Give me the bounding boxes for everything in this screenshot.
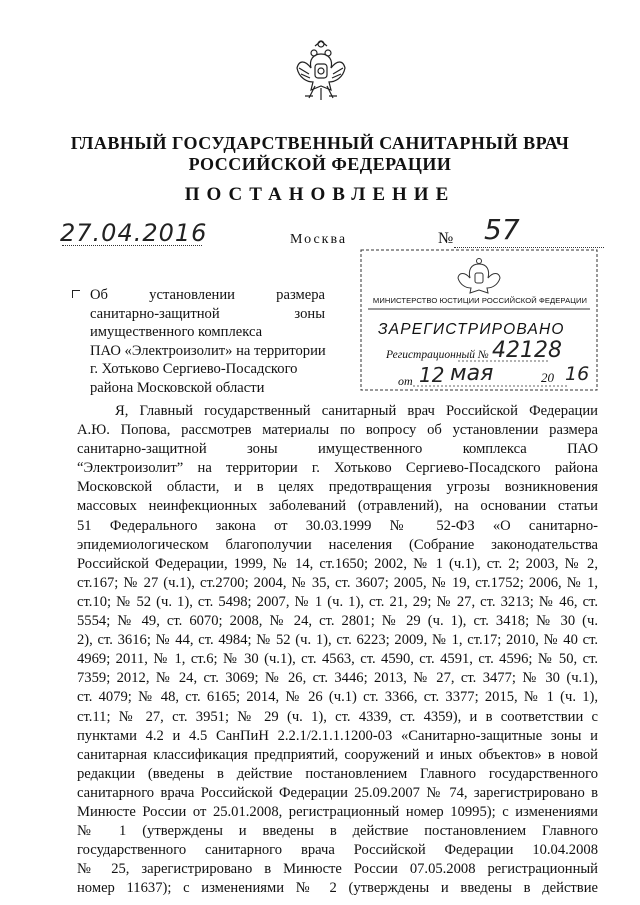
body-line: Минюсте России от 25.01.2008, регистрационный номер 10995); с изменениями	[77, 803, 598, 820]
stamp-date-month: мая	[450, 361, 494, 386]
document-type-heading: ПОСТАНОВЛЕНИЕ	[184, 184, 456, 205]
document-city: Москва	[290, 232, 348, 247]
subject-line: г. Хотьково Сергиево-Посадского	[90, 361, 298, 378]
subject-line: района Московской области	[90, 379, 265, 396]
stamp-date-prefix: от	[398, 374, 413, 388]
issuer-title-line-2: РОССИЙСКОЙ ФЕДЕРАЦИИ	[188, 154, 452, 174]
date-underline	[62, 245, 202, 246]
document-subject	[90, 286, 325, 398]
subject-line: Об установлении размера	[90, 287, 325, 303]
body-line: Московской области, и в целях предотвращения угрозы возникновения	[77, 479, 598, 496]
body-line: государственного санитарного врача Российской Федерации 10.04.2008	[77, 842, 598, 859]
body-line: санитарная классификация предприятий, сооружений и иных объектов» в новой	[77, 746, 598, 763]
body-line: 5554; № 49, ст. 6070; 2008, № 24, ст. 2801; № 29 (ч. 1), ст. 3418; № 30 (ч.	[77, 613, 598, 630]
stamp-date-year-printed: 20	[541, 370, 554, 385]
body-line: Я, Главный государственный санитарный врач Российской Федерации	[115, 403, 598, 419]
registration-stamp	[358, 245, 600, 393]
coat-of-arms-emblem	[295, 38, 347, 104]
subject-corner-bracket	[72, 290, 80, 298]
body-line: санитарно-защитной зоны имущественного комплекса ПАО	[77, 441, 598, 458]
document-date: 27.04.2016	[60, 219, 208, 247]
issuer-title-line-1: ГЛАВНЫЙ ГОСУДАРСТВЕННЫЙ САНИТАРНЫЙ ВРАЧ	[70, 133, 570, 153]
body-line: “Электроизолит” на территории г. Хотьково Сергиево-Посадского района	[77, 460, 598, 477]
body-line: № 1 (утверждены и введены в действие постановлением Главного	[77, 823, 598, 840]
body-line: 4969; 2011, № 1, ст.6; № 30 (ч.1), ст. 4563, ст. 4590, ст. 4591, ст. 4596; № 50, ст.	[77, 651, 598, 668]
document-body	[77, 402, 598, 898]
body-line: ст.10; № 52 (ч. 1), ст. 5498; 2007, № 1 (ч. 1), ст. 21, 29; № 27, ст. 3213; № 46, ст.	[77, 593, 598, 610]
body-line: ст. 4079; № 48, ст. 6165; 2014, № 26 (ч.1) ст. 3366, ст. 3377; 2015, № 1 (ч. 1),	[77, 689, 598, 706]
stamp-date-year-handwritten: 16	[565, 363, 590, 385]
body-line: ст.167; № 27 (ч.1), ст.2700; 2004, № 35, ст. 3607; 2005, № 19, ст.1752; 2006, № 1,	[77, 574, 598, 591]
body-line: номер 11637); с изменениями № 2 (утверждены и введены в действие	[77, 880, 598, 897]
body-line: массовых неинфекционных заболеваний (отравлений), на основании статьи	[77, 498, 598, 515]
body-line: 7359; 2012, № 24, ст. 3069; № 26, ст. 3446; 2013, № 27, ст. 3477; № 30 (ч.1),	[77, 670, 598, 687]
body-line: ст.11; № 27, ст. 3951; № 29 (ч. 1), ст. 4339, ст. 4359), и в соответствии с	[77, 708, 598, 725]
body-line: санитарного врача Российской Федерации 25.09.2007 № 74, зарегистрировано в	[77, 784, 598, 801]
subject-line: имущественного комплекса	[90, 324, 263, 341]
body-line: А.Ю. Попова, рассмотрев материалы по вопросу об установлении размера	[77, 422, 598, 439]
body-line: эпидемиологическом благополучии населения (Собрание законодательства	[77, 536, 598, 553]
stamp-reg-number-label: Регистрационный №	[386, 349, 489, 361]
document-number-label: №	[438, 230, 454, 247]
subject-line: санитарно-защитной зоны	[90, 305, 325, 322]
stamp-ministry: МИНИСТЕРСТВО ЮСТИЦИИ РОССИЙСКОЙ ФЕДЕРАЦИИ	[372, 296, 588, 305]
body-line: 51 Федерального закона от 30.03.1999 № 52-ФЗ «О санитарно-	[77, 517, 598, 534]
subject-line: ПАО «Электроизолит» на территории	[90, 342, 326, 359]
stamp-registered: ЗАРЕГИСТРИРОВАНО	[378, 321, 565, 338]
body-line: пунктами 4.2 и 4.5 СанПиН 2.2.1/2.1.1.1200-03 «Санитарно-защитные зоны и	[77, 727, 598, 744]
body-line: редакции (введены в действие постановлением Главного государственного	[77, 765, 598, 782]
document-number: 57	[484, 213, 520, 246]
body-line: 2), ст. 3616; № 44, ст. 4984; № 52 (ч. 1), ст. 6223; 2009, № 1, ст.17; 2010, № 40 ст.	[77, 632, 598, 649]
stamp-date-day: 12	[419, 363, 445, 387]
body-line: Российской Федерации, 1999, № 14, ст.1650; 2002, № 1 (ч.1), ст. 2; 2003, № 2,	[77, 555, 598, 572]
stamp-reg-number: 42128	[492, 338, 562, 363]
body-line: № 25, зарегистрировано в Минюсте России 07.05.2008 регистрационный	[77, 861, 598, 878]
